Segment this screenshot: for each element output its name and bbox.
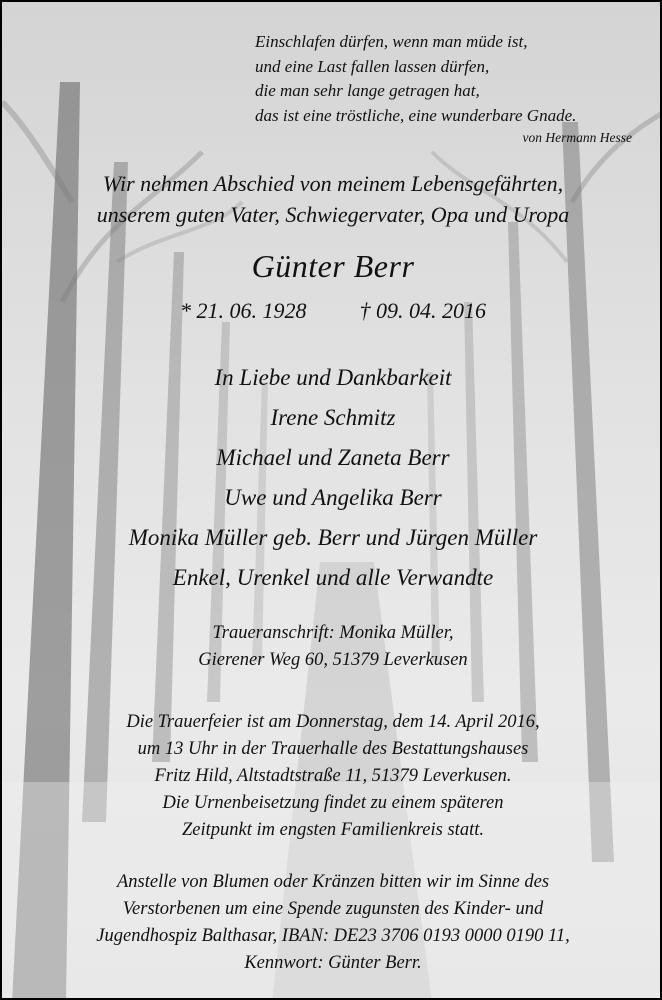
poem-line: das ist eine tröstliche, eine wunderbare Gnade.	[255, 105, 577, 125]
ceremony-line: Die Trauerfeier ist am Donnerstag, dem 14. April 2016,	[126, 712, 540, 732]
donation-line: Anstelle von Blumen oder Kränzen bitten wir im Sinne des	[116, 872, 550, 892]
death-date: 09. 04. 2016	[376, 298, 486, 323]
deceased-name: Günter Berr	[251, 248, 415, 284]
donation-line: Jugendhospiz Balthasar, IBAN: DE23 3706 0193 0000 0190 11,	[96, 926, 570, 946]
donation-line: Kennwort: Günter Berr.	[244, 953, 422, 973]
hesse-poem	[255, 30, 576, 128]
poem-line: Einschlafen dürfen, wenn man müde ist,	[255, 32, 528, 51]
mourner-line: Monika Müller geb. Berr und Jürgen Müller	[128, 525, 538, 550]
mourners-list	[2, 358, 662, 598]
funeral-ceremony-info	[2, 709, 662, 844]
ceremony-line: Zeitpunkt im engsten Familienkreis statt.	[182, 820, 484, 840]
donation-request	[2, 869, 662, 977]
intro-line: unserem guten Vater, Schwiegervater, Opa und Uropa	[96, 202, 570, 227]
poem-line: und eine Last fallen lassen dürfen,	[255, 56, 490, 76]
mourner-line: Michael und Zaneta Berr	[216, 445, 450, 470]
birth-symbol: *	[180, 298, 191, 323]
mourner-line: Uwe und Angelika Berr	[224, 485, 442, 510]
death-cross-symbol: †	[359, 298, 371, 323]
donation-line: Verstorbenen um eine Spende zugunsten des Kinder- und	[122, 899, 544, 919]
birth-date: 21. 06. 1928	[196, 298, 307, 323]
ceremony-line: Die Urnenbeisetzung findet zu einem späteren	[162, 793, 504, 813]
intro-line: Wir nehmen Abschied von meinem Lebensgefährten,	[102, 171, 564, 196]
mourning-address	[2, 620, 662, 674]
poem-author: von Hermann Hesse	[522, 130, 632, 145]
life-dates	[2, 298, 662, 324]
poem-line: die man sehr lange getragen hat,	[255, 81, 480, 100]
mourner-line: Irene Schmitz	[270, 405, 396, 430]
ceremony-line: Fritz Hild, Altstadtstraße 11, 51379 Leverkusen.	[154, 766, 512, 786]
notice-text-layer	[2, 2, 662, 1000]
mourner-line: In Liebe und Dankbarkeit	[214, 365, 452, 390]
ceremony-line: um 13 Uhr in der Trauerhalle des Bestattungshauses	[137, 739, 529, 759]
address-line: Gierener Weg 60, 51379 Leverkusen	[198, 650, 468, 670]
mourner-line: Enkel, Urenkel und alle Verwandte	[172, 565, 494, 590]
address-line: Traueranschrift: Monika Müller,	[212, 623, 454, 643]
farewell-intro	[2, 168, 662, 230]
